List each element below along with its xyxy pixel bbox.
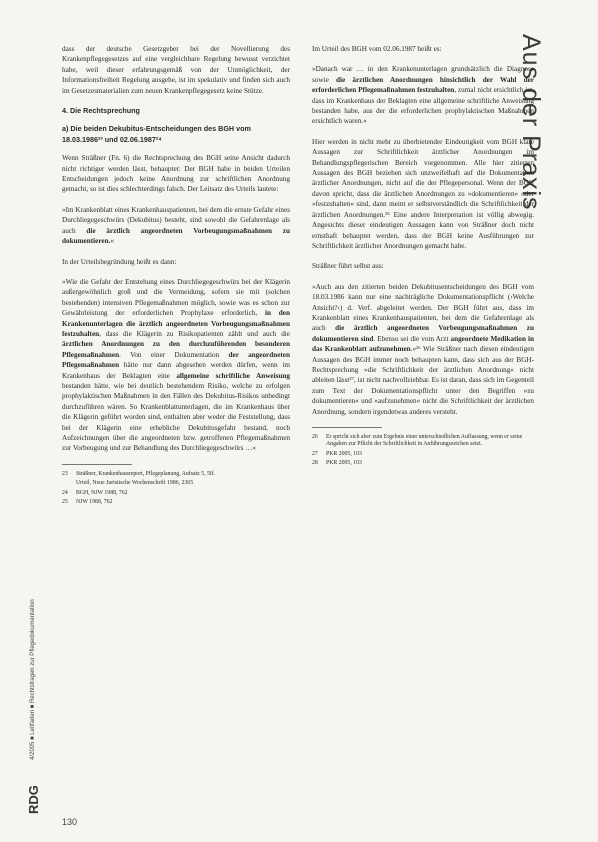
footnote-number: 24 <box>62 489 68 496</box>
quote-text: . Von einer Dokumentation <box>119 350 229 359</box>
left-column <box>62 44 290 508</box>
right-column <box>312 44 534 470</box>
quote-emphasis: angeordnete Medikation in das Krankenblatt aufzunehmen <box>312 334 535 354</box>
quote-text: »Im Krankenblatt eines Krankenhauspatienten, bei dem die ernste Gefahr eines Durchliegegeschwürs (Dekubitus) besteht, sind sowohl die Gefahrenlage als auch <box>62 205 290 235</box>
footnote-number: 26 <box>312 434 318 440</box>
footnote-number <box>62 480 76 487</box>
quote-bgh-1987 <box>312 64 534 126</box>
footnote-text: Er spricht sich aber zum Ergebnis einer unterschiedlichen Auffassung, wenn er seine Angaben zur Pflicht der Schriftlichkeit in Anführungszeichen setzt. <box>326 434 523 448</box>
quote-emphasis: allgemeine schriftliche Anweisung <box>176 371 290 380</box>
footnote <box>312 451 534 458</box>
quote-text: »Wie die Gefahr der Entstehung eines Durchliegegeschwürs bei der Klägerin außergewöhnlich groß und die Vermeidung, sofern sie mit (solchen bestehenden) intensiven Pflegemaßnahmen möglich, sowie was es schon zur Gewährleistung der erforderlichen Prophylaxe erforderlich, <box>62 277 290 318</box>
quote-emphasis: die ärztlich angeordneten Vorbeugungsmaßnahmen zu dokumentieren. <box>62 226 290 246</box>
footnote-text: BGH, NJW 1988, 762 <box>76 489 128 496</box>
journal-meta-vertical: 4/2005 ■ Leitfaden ■ Rechtsfragen zur Pflegedokumentation <box>30 599 36 760</box>
quote-emphasis: in den Krankenunterlagen die ärztlich angeordneten Vorbeugungsmaßnahmen festzuhalten <box>62 309 290 338</box>
footnote <box>62 499 290 506</box>
paragraph: In der Urteilsbegründung heißt es dann: <box>62 257 177 266</box>
section-title-vertical: Aus der Praxis <box>517 34 545 211</box>
quote-text: »Danach war … in den Krankenunterlagen grundsätzlich die Diagnose sowie <box>312 65 534 84</box>
quote-emphasis: die ärztlichen Anordnungen hinsichtlich der Wahl der erforderlichen Pflegemaßnahmen festzuhalten <box>312 75 534 95</box>
quote-emphasis: ärztlichen Anordnungen zu den durchzuführenden besonderen Pflegemaßnahmen <box>62 340 290 359</box>
footnote-number: 25 <box>62 499 68 506</box>
subsection-heading: a) Die beiden Dekubitus-Entscheidungen des BGH vom 18.03.1986²³ und 02.06.1987²⁴ <box>62 124 251 144</box>
page-number: 130 <box>62 817 78 827</box>
quote-straessner <box>312 282 534 417</box>
footnote-number: 27 <box>312 450 318 457</box>
paragraph: Hier werden in nicht mehr zu überbietender Eindeutigkeit vom BGH klare Aussagen zur Schriftlichkeit ärztlicher Anordnungen im Behandlungspflegerischen Bereich vorgenommen. Alle hier zitierten Aussagen des BGH beziehen sich unzweifelhaft auf die Dokumentation ärztlicher Anordnungen, nicht auf die der Pflegepersonal. Wenn der BGH davon spricht, dass die ärztlichen Anordnungen zu »dokumentieren« oder »festzuhalten« sind, dann meint er selbstverständlich die Schriftlichkeit der ärztlichen Anordnungen.²⁵ Eine andere Interpretation ist völlig abwegig. Angesichts dieser eindeutigen Aussagen kann von Sträßner doch nicht ernsthaft behauptet werden, dass der BGH keine Ausführungen zur Schriftlichkeit ärztlicher Anordnungen gemacht habe. <box>312 137 534 250</box>
quote-emphasis: der angeordneten Pflegemaßnahmen <box>62 350 290 370</box>
footnote <box>62 490 290 497</box>
footnote-number: 28 <box>312 460 318 467</box>
footnote-text: Sträßner, Krankenhausreport, Pflegeplanung, Aufsatz 5, 5ff. <box>76 470 216 477</box>
footnote-divider <box>312 427 382 428</box>
footnote <box>62 480 290 487</box>
quote-text: »Auch aus den zitierten beiden Dekubitusentscheidungen des BGH vom 18.03.1986 kann nur eine nachträgliche Dokumentationspflicht (›Welche Ansicht?‹) d. Verf. abgeleitet werden. Der BGH führt aus, dass im Krankenblatt eines Krankenhauspatienten, bei dem die Gefahrenlage als auch <box>312 282 534 333</box>
footnote-text: NJW 1988, 762 <box>76 499 113 506</box>
quote-text: . Ebenso sei die vom Arzt <box>373 334 451 343</box>
footnote-number: 23 <box>62 470 68 477</box>
footnote <box>62 471 290 478</box>
section-heading: 4. Die Rechtsprechung <box>62 106 140 116</box>
footnote <box>312 460 534 467</box>
quote-text: « <box>110 237 114 246</box>
quote-text: bestanden hätte, wie bei deutlich bestehendem Risiko, welche zu erfolgen prophylaktischen Maßnahmen in den Fällen des Dekubitus-Risikos unbedingt durchzuführen wären. So Krankenblattunterlagen, die im Krankenhaus über die Klägerin geführt worden sind, enthalten aber weder die Feststellung, dass bei der Klägerin eine erhebliche Dekubitusgefahr bestand, noch Aufzeichnungen über die angeordneten bzw. getroffenen Pflegemaßnahmen zur Vorbeugung und zur Behandlung des Durchliegegeschwürs …« <box>62 381 290 453</box>
quote-leitsatz <box>62 205 290 247</box>
footnote-text: PKR 2005, 103 <box>326 450 362 457</box>
quote-text: .«²⁶ Wie Sträßner nach diesen eindeutigen Aussagen des BGH immer noch behaupten kann, dass sich aus der BGH-Rechtsprechung »die Schriftlichkeit der ärztlichen Anordnung« nicht ableiten lässt²⁷, ist nicht nachvollziehbar. Es ist daran, dass sich im Gegenteil zum Text der Dokumentationspflicht unter den Begriffen »zu dokumentieren« und »aufzunehmen« nicht die Schriftlichkeit der ärztlichen Anordnung, sondern irgendetwas anderes versteht. <box>312 345 534 416</box>
paragraph: Wenn Sträßner (Fn. 6) die Rechtsprechung des BGH seine Ansicht dadurch nicht richtiger werden lässt, behauptet: Der BGH habe in beiden Urteilen Entscheidungen jedoch keine Anordnung zur schriftlichen Anordnung gemacht, so ist dies schlechterdings falsch. Der Leitsatz des Urteils lautete: <box>62 154 290 194</box>
quote-emphasis: die ärztlich angeordneten Vorbeugungsmaßnahmen zu dokumentieren sind <box>312 324 534 343</box>
footnote-text: PKR 2005, 103 <box>326 460 362 467</box>
footnote-divider <box>62 464 132 465</box>
quote-text: , zumal nicht ersichtlich ist, dass im Krankenhaus der Beklagten eine allgemeine schriftliche Anweisung bestanden habe, aus der die erforderlichen prophylaktischen Maßnahmen ersichtlich waren.« <box>312 86 534 126</box>
paragraph: dass der deutsche Gesetzgeber bei der Novellierung des Krankenpflegegesetzes auf eine vergleichbare Regelung bewusst verzichtet habe, weil dieser erfahrungsgemäß von der Unmöglichkeit, der Informationsfreiheit Regelung ausgehe, ist im spekulativ und finden sich auch im Gesetzesmaterialien zum neuen Krankenpflegegesetz keine Stütze. <box>62 45 290 95</box>
quote-reasoning <box>62 277 290 454</box>
quote-text: , dass die Klägerin zu Risikopatienten zählt und auch die <box>99 329 290 338</box>
journal-logo: RDG <box>26 785 41 814</box>
quote-text: hätte nur dann abgesehen werden dürfen, wenn im Krankenhaus der Beklagten eine <box>62 361 290 380</box>
paragraph: Im Urteil des BGH vom 02.06.1987 heißt es: <box>312 45 442 53</box>
footnote-text: Urteil, Neue Juristische Wochenschrift 1986, 2365 <box>76 480 194 487</box>
footnote <box>312 434 534 449</box>
paragraph: Sträßner führt selbst aus: <box>312 262 384 271</box>
